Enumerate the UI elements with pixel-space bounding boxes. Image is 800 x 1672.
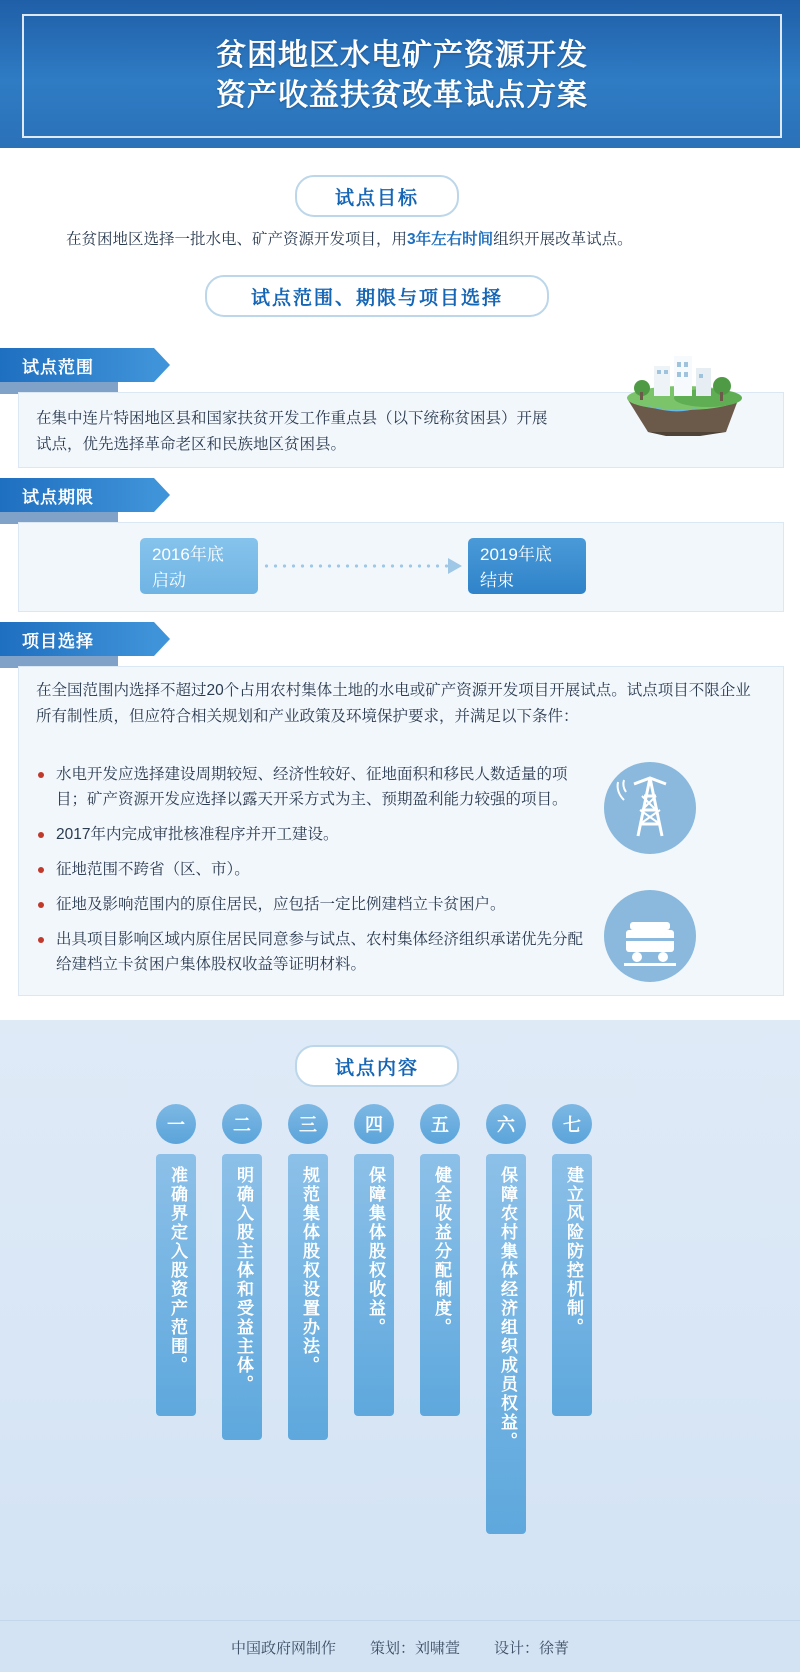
page-header [0,0,800,148]
selection-bullet-list [36,762,596,987]
timeline-end-line2: 结束 [480,571,514,590]
ribbon-scope: 试点范围 [0,348,154,382]
page-title-line2: 资产收益扶贫改革试点方案 [216,79,588,112]
content-bar-5: 健全收益分配制度。 [420,1154,460,1416]
section-heading-scope: 试点范围、期限与项目选择 [205,275,549,317]
content-column-2 [219,1104,265,1440]
content-number-6: 六 [486,1104,526,1144]
section-heading-content: 试点内容 [295,1045,459,1087]
timeline-end-line1: 2019年底 [480,545,552,564]
floating-island-illustration [588,340,774,436]
content-number-4: 四 [354,1104,394,1144]
content-column-6 [483,1104,529,1534]
page-footer [0,1620,800,1672]
content-column-5 [417,1104,463,1416]
goal-text-after: 组织开展改革试点。 [493,231,633,248]
content-column-3 [285,1104,331,1440]
power-tower-icon [604,762,696,854]
timeline-start-card [140,538,258,594]
page-title [216,36,588,116]
content-bar-4: 保障集体股权收益。 [354,1154,394,1416]
content-column-4 [351,1104,397,1416]
page-title-line1: 贫困地区水电矿产资源开发 [216,39,588,72]
content-bar-3: 规范集体股权设置办法。 [288,1154,328,1440]
timeline-end-card [468,538,586,594]
mining-cart-icon [604,890,696,982]
scope-text: 在集中连片特困地区县和国家扶贫开发工作重点县（以下统称贫困县）开展试点，优先选择革命老区和民族地区贫困县。 [36,410,548,453]
content-bar-7: 建立风险防控机制。 [552,1154,592,1416]
content-number-3: 三 [288,1104,328,1144]
goal-highlight: 3年左右时间 [407,231,494,248]
footer-planner: 策划：刘啸萱 [369,1639,460,1657]
content-column-1 [153,1104,199,1416]
list-item: 出具项目影响区域内原住居民同意参与试点、农村集体经济组织承诺优先分配给建档立卡贫困户集体股权收益等证明材料。 [36,927,596,977]
timeline-dotted-line [262,564,458,568]
content-bar-1: 准确界定入股资产范围。 [156,1154,196,1416]
timeline-start-line2: 启动 [152,571,186,590]
content-columns [0,1104,800,1514]
content-bar-2: 明确入股主体和受益主体。 [222,1154,262,1440]
content-column-7 [549,1104,595,1416]
content-number-1: 一 [156,1104,196,1144]
footer-designer: 设计：徐菁 [494,1639,570,1657]
list-item: 2017年内完成审批核准程序并开工建设。 [36,822,596,847]
goal-text-before: 在贫困地区选择一批水电、矿产资源开发项目，用 [66,231,408,248]
content-number-5: 五 [420,1104,460,1144]
timeline-start-line1: 2016年底 [152,545,224,564]
footer-producer: 中国政府网制作 [230,1639,336,1657]
selection-intro-text: 在全国范围内选择不超过20个占用农村集体土地的水电或矿产资源开发项目开展试点。试点项目不限企业所有制性质，但应符合相关规划和产业政策及环境保护要求，并满足以下条件： [36,682,751,725]
header-frame [22,14,782,138]
list-item: 征地及影响范围内的原住居民，应包括一定比例建档立卡贫困户。 [36,892,596,917]
list-item: 征地范围不跨省（区、市）。 [36,857,596,882]
ribbon-period: 试点期限 [0,478,154,512]
goal-text [66,228,766,252]
section-heading-goal: 试点目标 [295,175,459,217]
content-number-2: 二 [222,1104,262,1144]
content-bar-6: 保障农村集体经济组织成员权益。 [486,1154,526,1534]
ribbon-selection: 项目选择 [0,622,154,656]
timeline-arrow-icon [448,558,462,574]
list-item: 水电开发应选择建设周期较短、经济性较好、征地面积和移民人数适量的项目；矿产资源开发应选择以露天开采方式为主、预期盈利能力较强的项目。 [36,762,596,812]
content-number-7: 七 [552,1104,592,1144]
